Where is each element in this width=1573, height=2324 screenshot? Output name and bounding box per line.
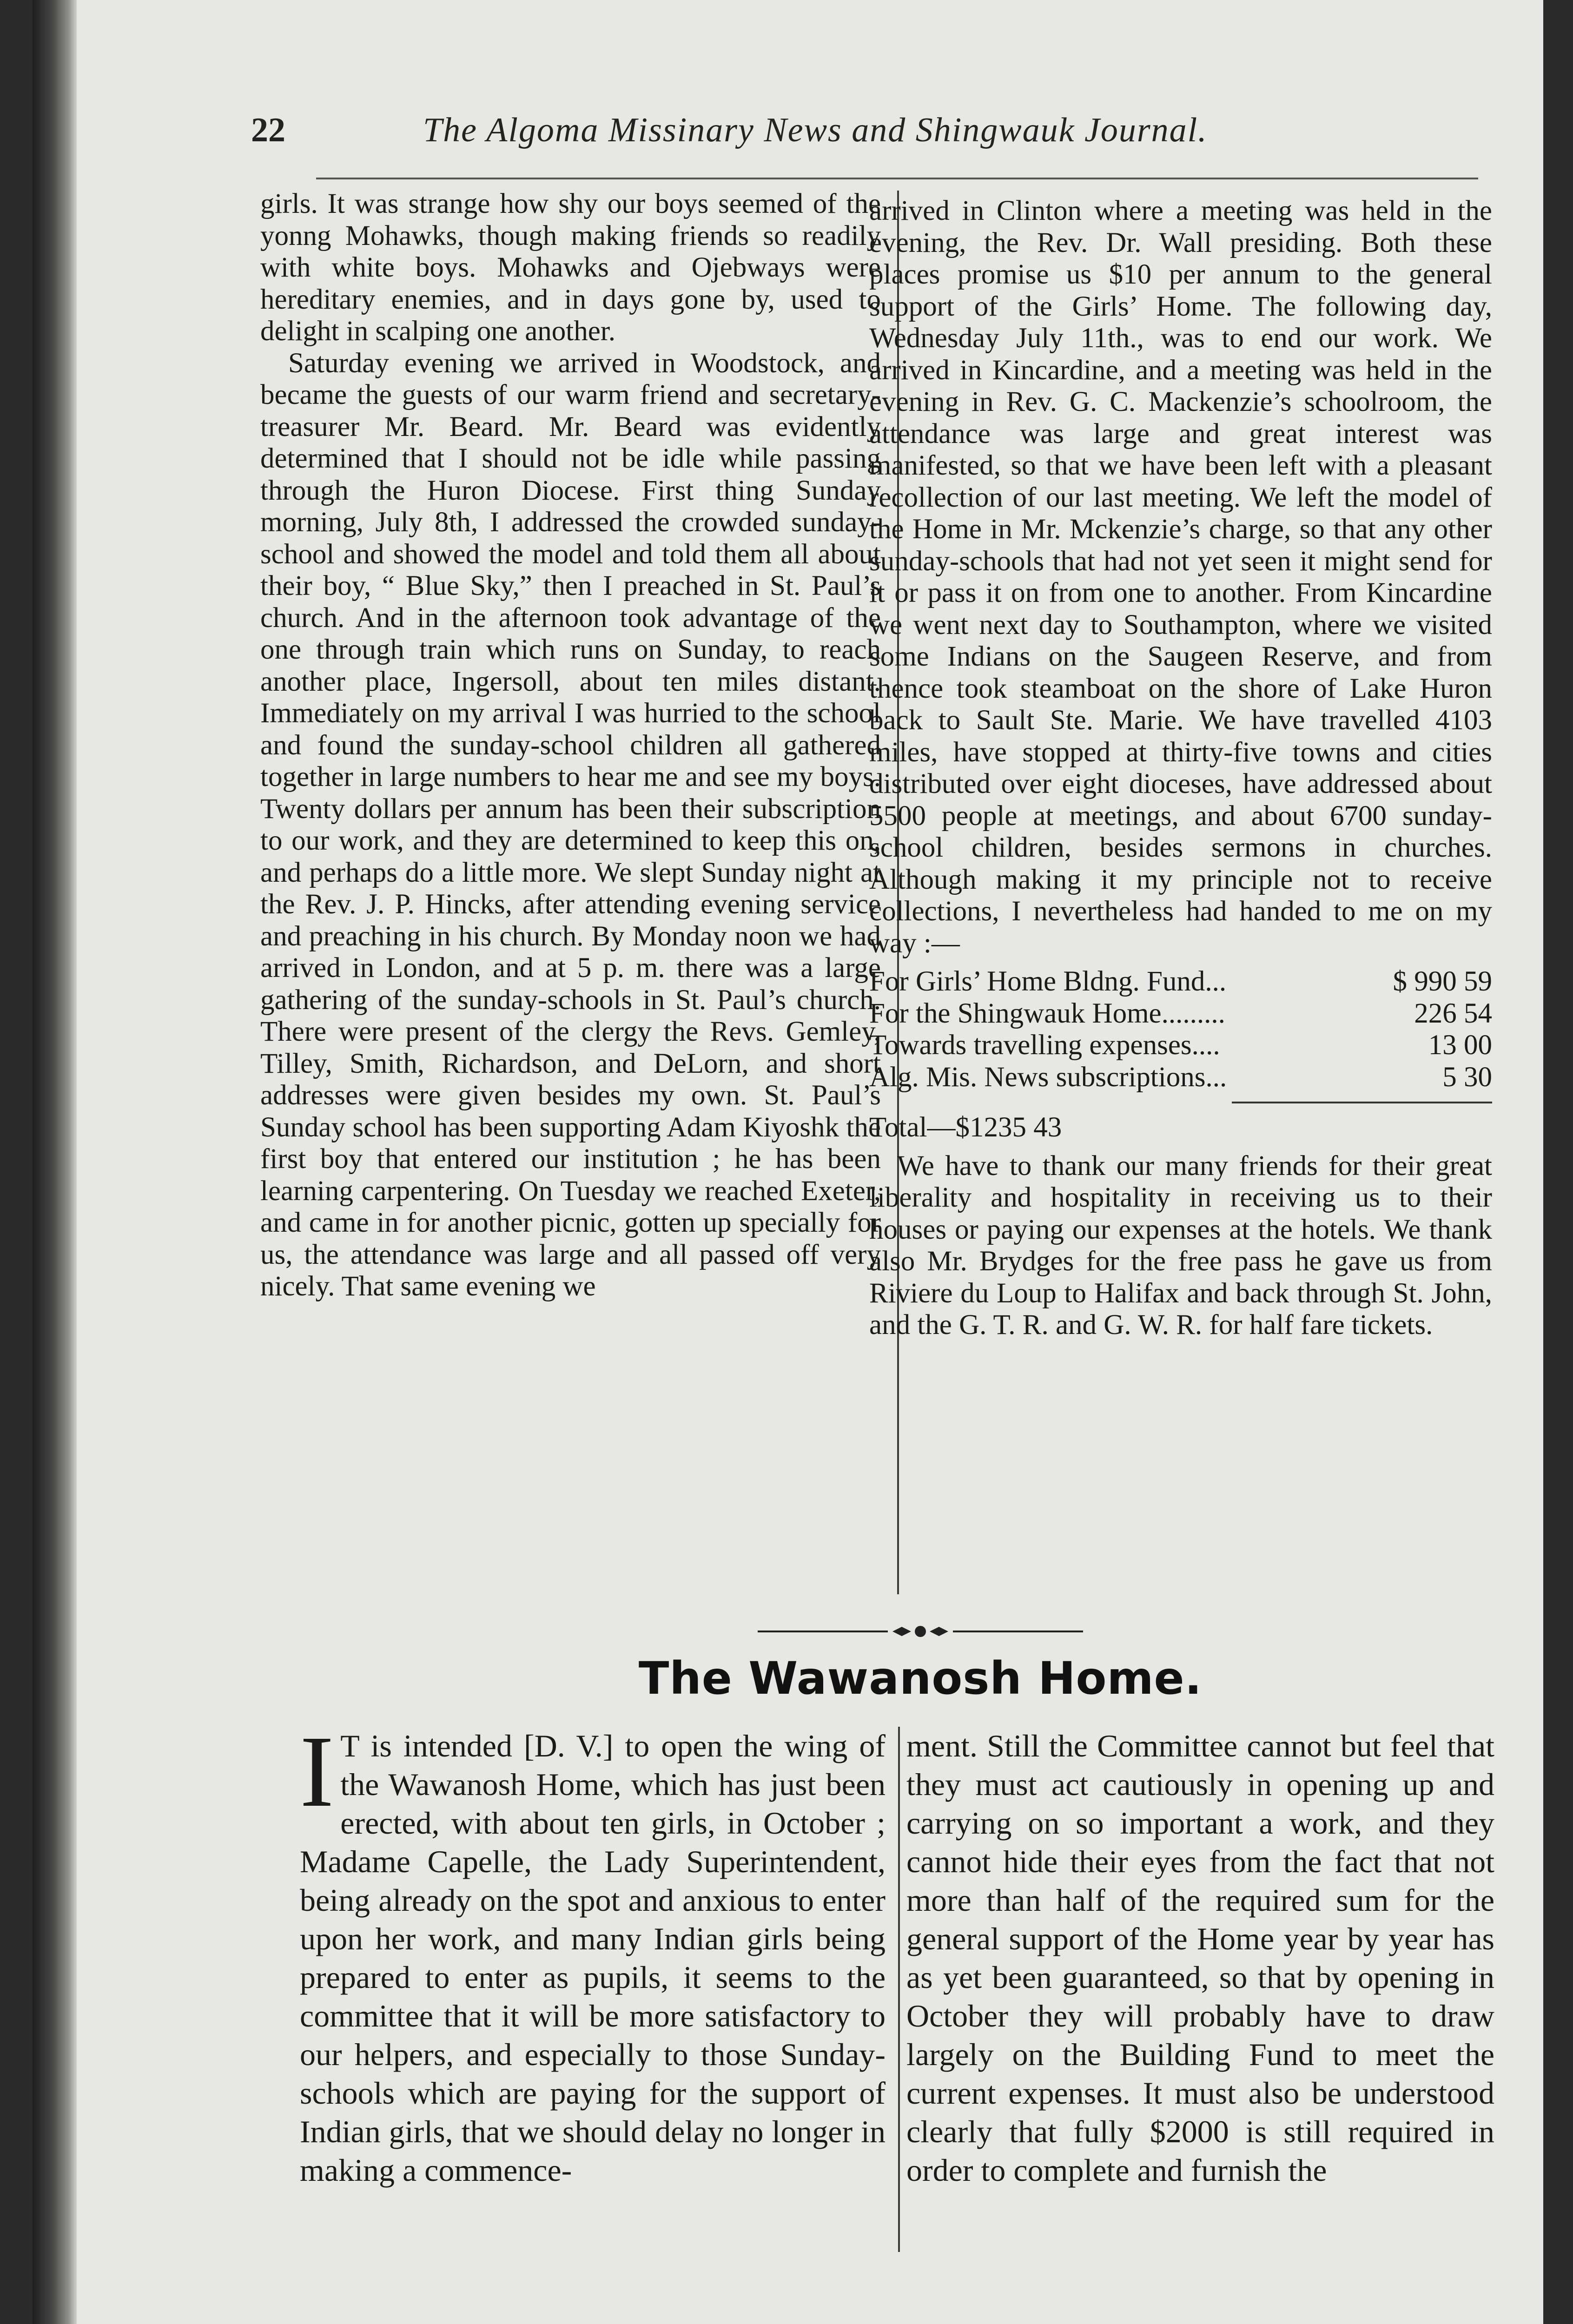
bottom-left-column: [300, 1727, 886, 2257]
fund-amount: $ 990 59: [1393, 966, 1492, 997]
journal-title: The Algoma Missinary News and Shingwauk Journal.: [423, 111, 1208, 149]
funds-table: [869, 966, 1492, 1093]
table-row: [869, 1062, 1492, 1094]
paragraph: T is intended [D. V.] to open the wing of the Wawanosh Home, which has just been erected, with about ten girls, in October ; Madame Capelle, the Lady Superintendent, being already on the spot and anxious to enter upon her work, and many Indian girls being prepared to enter as pupils, it seems to the committee that it will be more satisfactory to our helpers, and especially to those Sunday-schools which are paying for the support of Indian girls, that we should delay no longer in making a commence-: [300, 1728, 886, 2188]
total-rule: [1232, 1102, 1492, 1103]
top-right-column: [869, 195, 1492, 1585]
paragraph: arrived in Clinton where a meeting was held in the evening, the Rev. Dr. Wall presiding. Both these places promise us $10 per annum to the general support of the Girls’ Home. The following day, Wednesday July 11th., was to end our work. We arrived in Kincardine, and a meeting was held in the evening in Rev. G. C. Mackenzie’s schoolroom, the attendance was large and great interest was manifested, so that we have been left with a pleasant recollection of our last meeting. We left the model of the Home in Mr. Mckenzie’s charge, so that any other sunday-schools that had not yet seen it might send for it or pass it on from one to another. From Kincardine we went next day to Southampton, where we visited some Indians on the Saugeen Reserve, and from thence took steamboat on the shore of Lake Huron back to Sault Ste. Marie. We have travelled 4103 miles, have stopped at thirty-five towns and cities distributed over eight dioceses, have addressed about 5500 people at meetings, and about 6700 sunday-school children, besides sermons in churches. Although making it my principle not to receive collections, I nevertheless had handed to me on my way :—: [869, 195, 1492, 959]
fund-label: For Girls’ Home Bldng. Fund...: [869, 966, 1227, 997]
table-row: [869, 1030, 1492, 1062]
fund-amount: 5 30: [1442, 1061, 1492, 1093]
fund-label: Alg. Mis. News subscriptions...: [869, 1061, 1227, 1093]
bottom-right-column: [906, 1727, 1494, 2257]
page-binding-edge: [33, 0, 77, 2324]
funds-total: Total—$1235 43: [869, 1112, 1062, 1143]
table-row: [869, 998, 1492, 1030]
page-number: 22: [251, 111, 285, 149]
journal-page: [33, 0, 1543, 2324]
table-row: [869, 966, 1492, 998]
header-rule: [316, 178, 1478, 179]
paragraph: Saturday evening we arrived in Woodstock, and became the guests of our warm friend and secretary-treasurer Mr. Beard. Mr. Beard was evidently determined that I should not be idle while passing through the Huron Diocese. First thing Sunday morning, July 8th, I addressed the crowded sunday-school and showed the model and told them all about their boy, “ Blue Sky,” then I preached in St. Paul’s church. And in the afternoon took advantage of the one through train which runs on Sunday, to reach another place, Ingersoll, about ten miles distant. Immediately on my arrival I was hurried to the school and found the sunday-school children all gathered together in large numbers to hear me and see my boys. Twenty dollars per annum has been their subscription to our work, and they are determined to keep this on, and perhaps do a little more. We slept Sunday night at the Rev. J. P. Hincks, after attending evening service and preaching in his church. By Monday noon we had arrived in London, and at 5 p. m. there was a large gathering of the sunday-schools in St. Paul’s church. There were present of the clergy the Revs. Gemley, Tilley, Smith, Richardson, and DeLorn, and short addresses were given besides my own. St. Paul’s Sunday school has been supporting Adam Kiyoshk the first boy that entered our institution ; he has been learning carpentering. On Tuesday we reached Exeter, and came in for another picnic, gotten up specially for us, the attendance was large and all passed off very nicely. That same evening we: [260, 347, 881, 1302]
section-heading: The Wawanosh Home.: [638, 1652, 1203, 1704]
fund-amount: 13 00: [1428, 1030, 1492, 1061]
drop-cap: I: [300, 1727, 334, 1828]
fund-label: Towards travelling expenses....: [869, 1030, 1220, 1061]
top-left-column: [260, 188, 881, 1578]
paragraph: ment. Still the Committee cannot but feel that they must act cautiously in opening up and carrying on so important a work, and they cannot hide their eyes from the fact that not more than half of the required sum for the general support of the Home year by year has as yet been guaranteed, so that by opening in October they will probably have to draw largely on the Building Fund to meet the current expenses. It must also be understood clearly that fully $2000 is still required in order to complete and furnish the: [906, 1728, 1494, 2188]
paragraph: girls. It was strange how shy our boys seemed of the yonng Mohawks, though making friends so readily with white boys. Mohawks and Ojebways were hereditary enemies, and in days gone by, used to delight in scalping one another.: [260, 188, 881, 347]
fund-label: For the Shingwauk Home.........: [869, 997, 1225, 1029]
ornamental-rule-icon: [758, 1622, 1083, 1641]
paragraph: We have to thank our many friends for their great liberality and hospitality in receiving us to their houses or paying our expenses at the hotels. We thank also Mr. Brydges for the free pass he gave us from Riviere du Loup to Halifax and back through St. John, and the G. T. R. and G. W. R. for half fare tickets.: [869, 1150, 1492, 1340]
running-head: [251, 106, 1506, 162]
fund-amount: 226 54: [1414, 997, 1492, 1029]
column-divider: [898, 1727, 900, 2252]
